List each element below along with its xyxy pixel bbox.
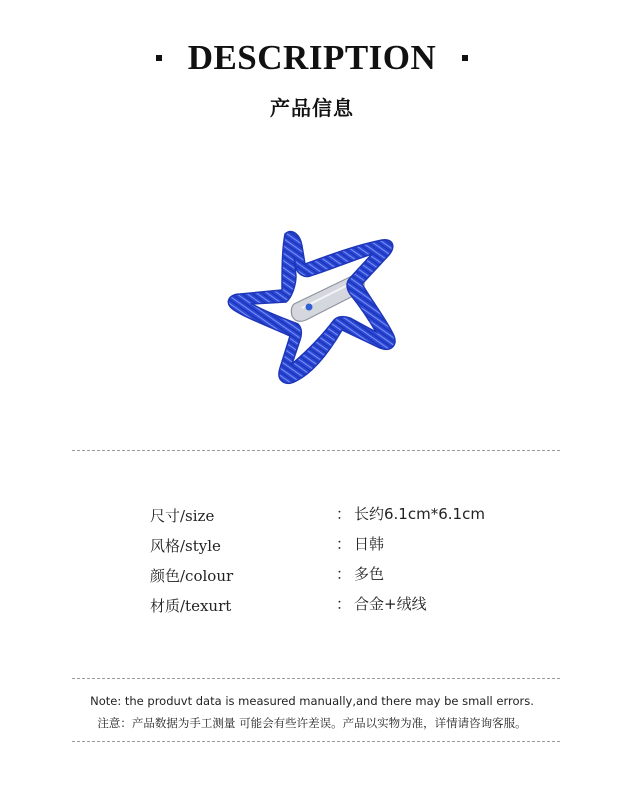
- spec-row-size: [150, 503, 530, 533]
- title-row: [0, 38, 624, 78]
- star-hair-clip-icon: [212, 224, 412, 394]
- spec-row-colour: [150, 563, 530, 593]
- spec-label: 风格/style: [150, 537, 221, 555]
- page-title: DESCRIPTION: [187, 38, 437, 77]
- spec-colon: ：: [336, 565, 352, 583]
- spec-colon: ：: [336, 535, 352, 553]
- spec-table: [150, 503, 530, 623]
- spec-label: 颜色/colour: [150, 567, 234, 585]
- divider-middle: [72, 678, 560, 679]
- spec-value: 长约6.1cm*6.1cm: [354, 505, 485, 523]
- note-chinese: 注意：产品数据为手工测量 可能会有些许差误。产品以实物为准，详情请咨询客服。: [97, 716, 527, 730]
- divider-bottom: [72, 741, 560, 742]
- spec-value: 日韩: [354, 535, 385, 553]
- spec-row-material: [150, 593, 530, 623]
- divider-top: [72, 450, 560, 451]
- spec-colon: ：: [336, 505, 352, 523]
- description-header: [0, 38, 624, 121]
- spec-value: 多色: [354, 565, 385, 583]
- product-image: [212, 224, 412, 394]
- spec-colon: ：: [336, 595, 352, 613]
- spec-value: 合金+绒线: [354, 595, 427, 613]
- bullet-left: [156, 55, 162, 61]
- spec-label: 尺寸/size: [150, 507, 215, 525]
- note-english: Note: the produvt data is measured manually,and there may be small errors.: [90, 694, 534, 708]
- page-subtitle: 产品信息: [270, 96, 354, 120]
- bullet-right: [462, 55, 468, 61]
- spec-label: 材质/texurt: [150, 597, 232, 615]
- spec-row-style: [150, 533, 530, 563]
